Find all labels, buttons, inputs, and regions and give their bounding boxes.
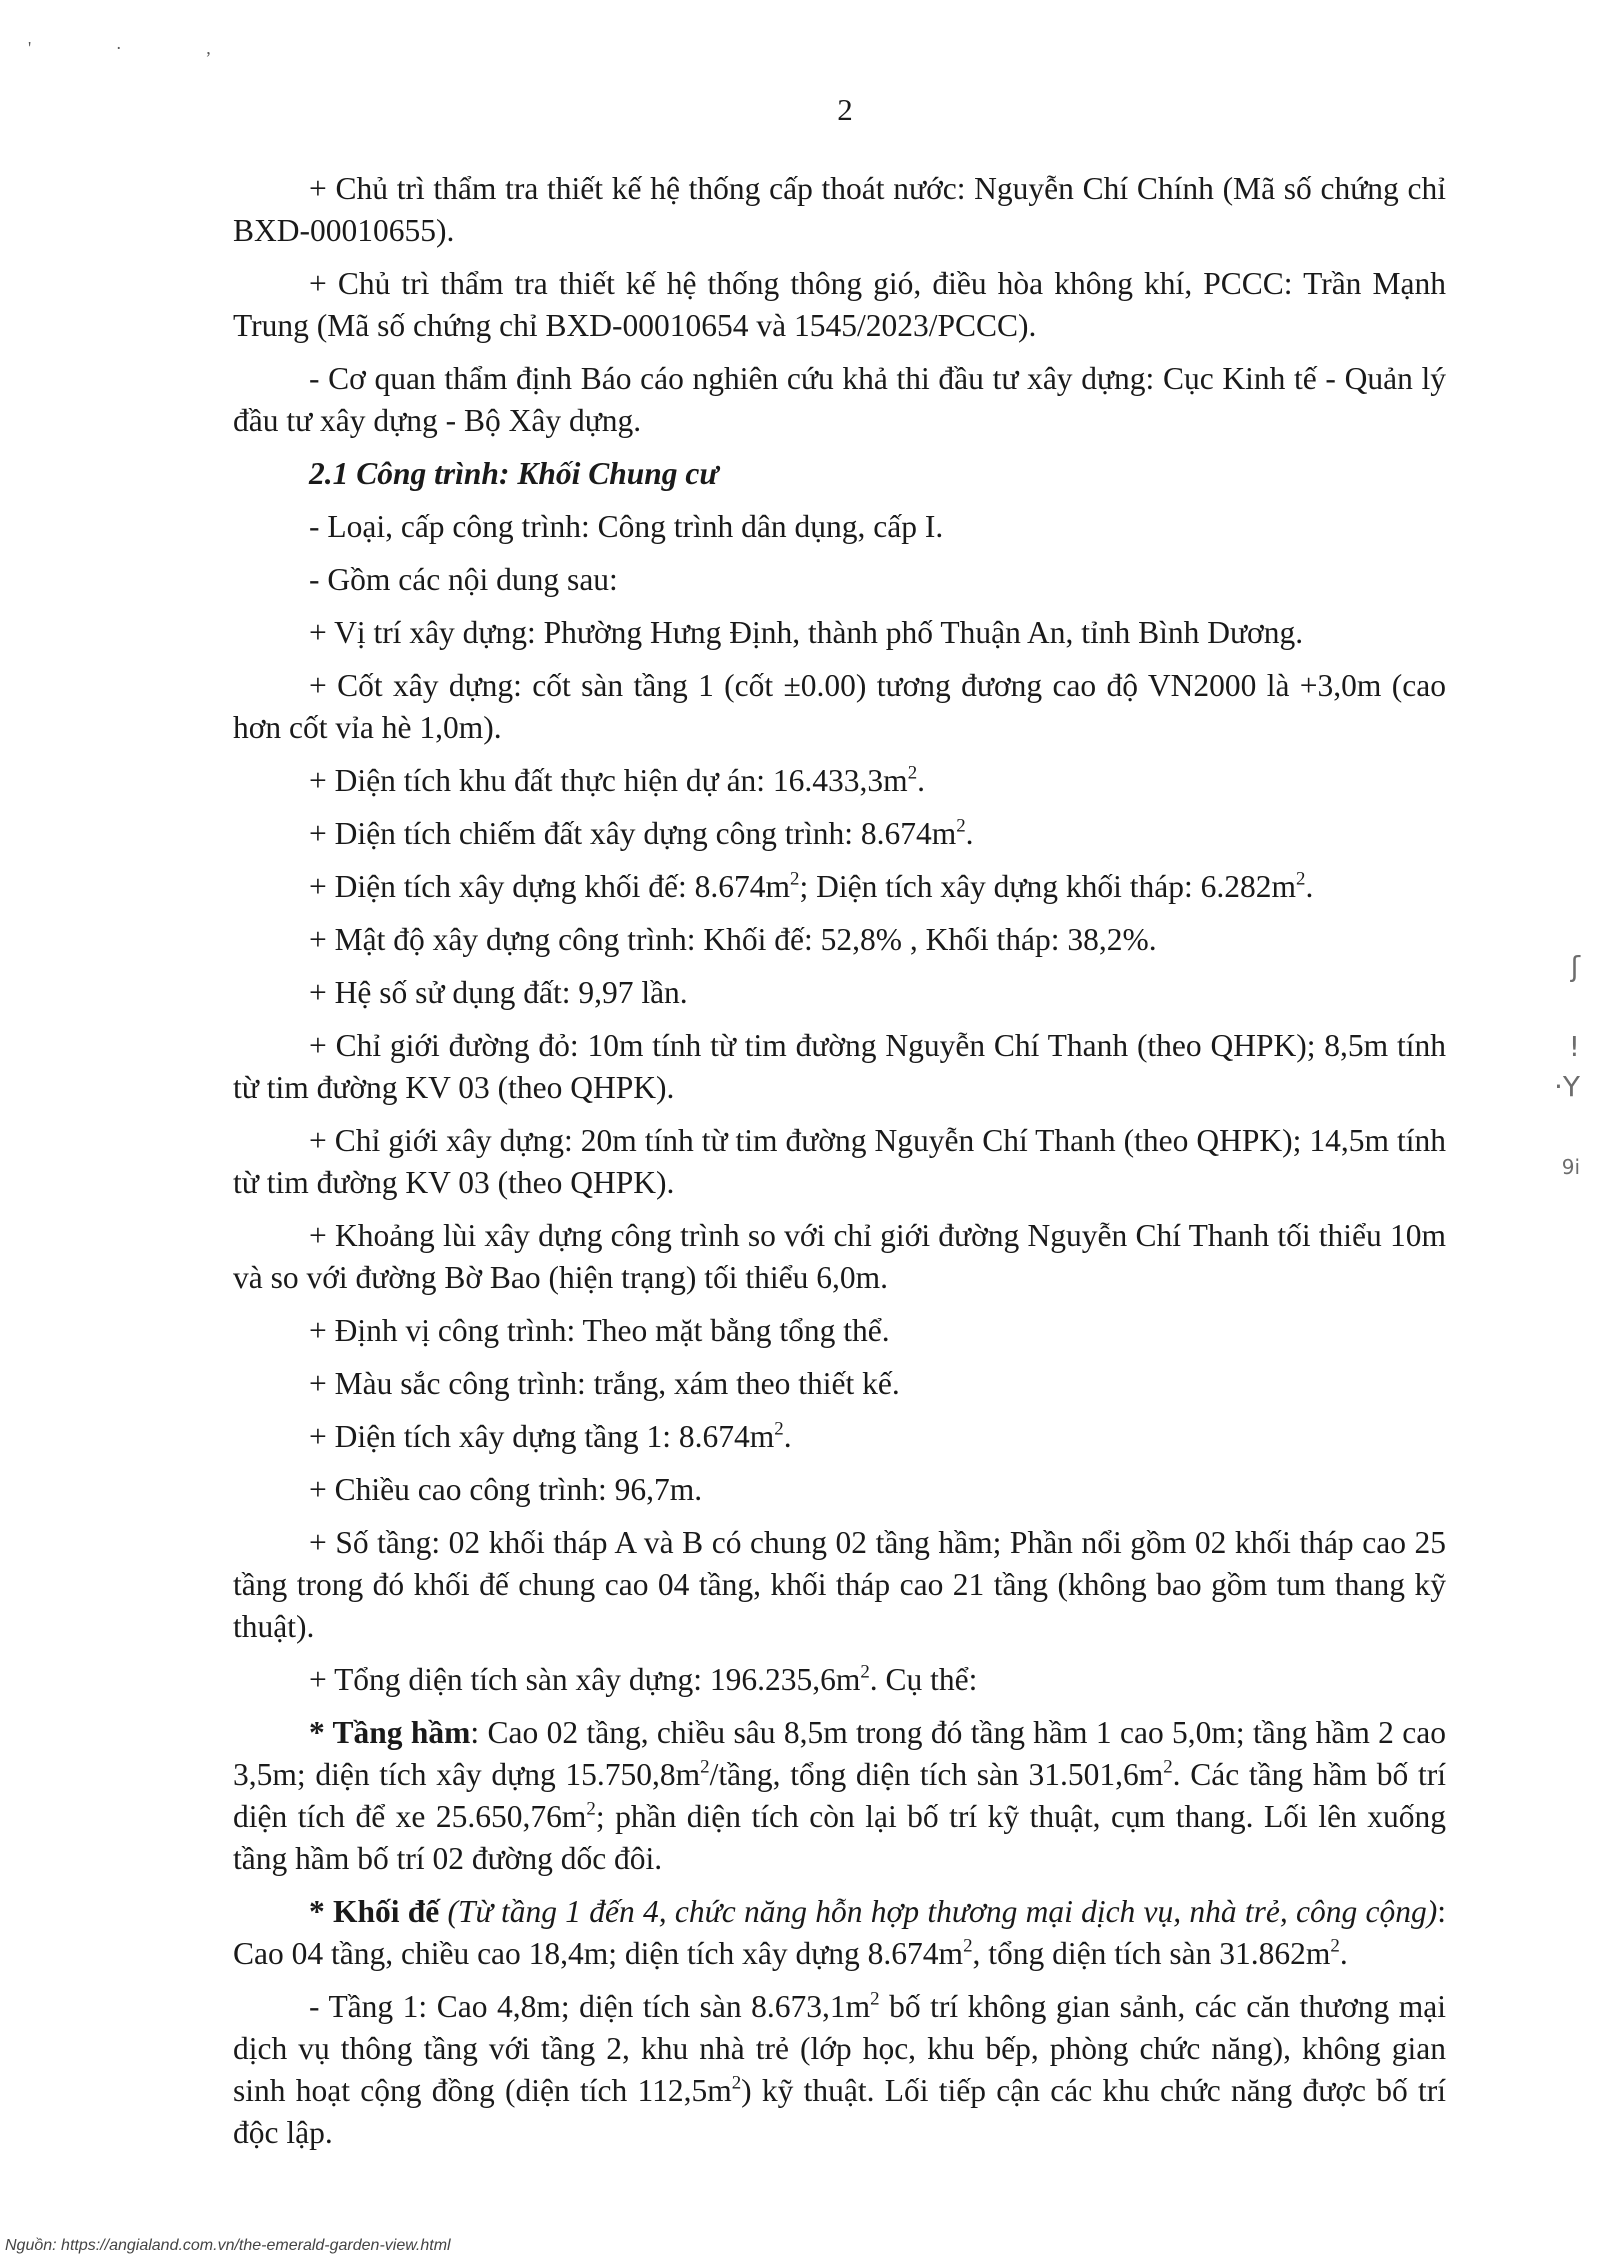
corner-marks: ' · , xyxy=(28,38,251,58)
paragraph: + Diện tích khu đất thực hiện dự án: $16.433,3m^2$. xyxy=(309,762,926,798)
text-segment: ; phần diện tích còn lại bố trí kỹ thuật, cụm thang. Lối lên xuống tầng hầm bố trí 02 đường dốc đôi. xyxy=(233,1799,1446,1876)
text-segment: - Tầng 1: Cao 4,8m; diện tích sàn 8.673,1m xyxy=(309,1989,871,2024)
paragraph: + Định vị công trình: Theo mặt bằng tổng thể. xyxy=(309,1313,890,1348)
paragraph: * Tầng hầm: Cao 02 tầng, chiều sâu 8,5m trong đó tầng hầm 1 cao 5,0m; tầng hầm 2 cao 3,5m; diện tích xây dựng $15.750,8m^2$/tầng, tổng diện tích sàn $31.501,6m^2$. Các tầng hầm bố trí diện tích để xe $25.650,76m^2$; phần diện tích còn lại bố trí kỹ thuật, cụm thang. Lối lên xuống tầng hầm bố trí 02 đường dốc đôi. xyxy=(233,1715,1446,1876)
bold-label: * Tầng hầm xyxy=(309,1715,471,1750)
text-segment: : Cao 02 tầng, chiều sâu 8,5m trong đó tầng hầm 1 cao 5,0m; tầng hầm 2 cao 3,5m; diện tích xây dựng 15.750,8m xyxy=(233,1715,1446,1792)
paragraph: + Mật độ xây dựng công trình: Khối đế: 52,8% , Khối tháp: 38,2%. xyxy=(309,922,1157,957)
source-footer: Nguồn: https://angialand.com.vn/the-emerald-garden-view.html xyxy=(5,2237,451,2254)
paragraph: + Vị trí xây dựng: Phường Hưng Định, thành phố Thuận An, tỉnh Bình Dương. xyxy=(309,615,1304,650)
margin-mark: ! xyxy=(1568,1030,1580,1063)
bold-label: * Khối đế xyxy=(309,1894,440,1929)
paragraph: + Tổng diện tích sàn xây dựng: $196.235,6m^2$. Cụ thể: xyxy=(309,1661,978,1697)
text-segment: . Các tầng hầm bố trí diện tích để xe 25.650,76m xyxy=(233,1757,1446,1834)
paragraph: + Chủ trì thẩm tra thiết kế hệ thống cấp thoát nước: Nguyễn Chí Chính (Mã số chứng chỉ BXD-00010655). xyxy=(233,171,1446,248)
text-segment: + Diện tích khu đất thực hiện dự án: 16.433,3m xyxy=(309,763,908,798)
section-heading: 2.1 Công trình: Khối Chung cư xyxy=(309,456,719,491)
paragraph: + Cốt xây dựng: cốt sàn tầng 1 (cốt ±0.00) tương đương cao độ VN2000 là +3,0m (cao hơn cốt vỉa hè 1,0m). xyxy=(233,668,1446,745)
paragraph: - Gồm các nội dung sau: xyxy=(309,562,618,597)
text-segment: ) kỹ thuật. Lối tiếp cận các khu chức năng được bố trí độc lập. xyxy=(233,2073,1446,2150)
paragraph: - Loại, cấp công trình: Công trình dân dụng, cấp I. xyxy=(309,509,944,544)
text-segment: , tổng diện tích sàn 31.862m xyxy=(972,1936,1331,1971)
text-segment: /tầng, tổng diện tích sàn 31.501,6m xyxy=(709,1757,1164,1792)
paragraph: - Cơ quan thẩm định Báo cáo nghiên cứu khả thi đầu tư xây dựng: Cục Kinh tế - Quản lý đầu tư xây dựng - Bộ Xây dựng. xyxy=(233,361,1446,438)
text-segment: : Cao 04 tầng, chiều cao 18,4m; diện tích xây dựng 8.674m xyxy=(233,1894,1447,1971)
text-segment: bố trí không gian sảnh, các căn thương mại dịch vụ thông tầng với tầng 2, khu nhà trẻ (lớp học, khu bếp, phòng chức năng), không gian sinh hoạt cộng đồng (diện tích 112,5m xyxy=(233,1989,1446,2108)
margin-mark: ·Y xyxy=(1553,1070,1580,1103)
text-segment: + Diện tích xây dựng tầng 1: 8.674m xyxy=(309,1419,775,1454)
margin-mark: 9i xyxy=(1561,1155,1580,1179)
paragraph: + Số tầng: 02 khối tháp A và B có chung 02 tầng hầm; Phần nổi gồm 02 khối tháp cao 25 tầng trong đó khối đế chung cao 04 tầng, khối tháp cao 21 tầng (không bao gồm tum thang kỹ thuật). xyxy=(233,1525,1446,1644)
paragraph: + Diện tích xây dựng khối đế: $8.674m^2$; Diện tích xây dựng khối tháp: $6.282m^2$. xyxy=(309,868,1314,904)
paragraph: + Chỉ giới xây dựng: 20m tính từ tim đường Nguyễn Chí Thanh (theo QHPK); 14,5m tính từ tim đường KV 03 (theo QHPK). xyxy=(233,1123,1446,1200)
document-body xyxy=(233,168,1446,2165)
paragraph: + Khoảng lùi xây dựng công trình so với chỉ giới đường Nguyễn Chí Thanh tối thiểu 10m và so với đường Bờ Bao (hiện trạng) tối thiểu 6,0m. xyxy=(233,1218,1446,1295)
italic-note: (Từ tầng 1 đến 4, chức năng hỗn hợp thương mại dịch vụ, nhà trẻ, công cộng) xyxy=(447,1894,1438,1929)
text-segment: . Cụ thể: xyxy=(869,1662,978,1697)
text-segment: + Tổng diện tích sàn xây dựng: 196.235,6m xyxy=(309,1662,861,1697)
paragraph: + Diện tích chiếm đất xây dựng công trình: $8.674m^2$. xyxy=(309,815,974,851)
text-segment: ; Diện tích xây dựng khối tháp: 6.282m xyxy=(799,869,1296,904)
text-segment: + Diện tích chiếm đất xây dựng công trình: 8.674m xyxy=(309,816,957,851)
text-segment: + Diện tích xây dựng khối đế: 8.674m xyxy=(309,869,791,904)
paragraph: + Màu sắc công trình: trắng, xám theo thiết kế. xyxy=(309,1366,900,1401)
paragraph: + Hệ số sử dụng đất: 9,97 lần. xyxy=(309,975,688,1010)
paragraph: + Chủ trì thẩm tra thiết kế hệ thống thông gió, điều hòa không khí, PCCC: Trần Mạnh Trung (Mã số chứng chỉ BXD-00010654 và 1545/2023/PCCC). xyxy=(233,266,1446,343)
page-number: 2 xyxy=(837,92,853,127)
paragraph: + Chiều cao công trình: 96,7m. xyxy=(309,1472,703,1507)
paragraph: + Chỉ giới đường đỏ: 10m tính từ tim đường Nguyễn Chí Thanh (theo QHPK); 8,5m tính từ tim đường KV 03 (theo QHPK). xyxy=(233,1028,1446,1105)
paragraph: * Khối đế (Từ tầng 1 đến 4, chức năng hỗn hợp thương mại dịch vụ, nhà trẻ, công cộng): Cao 04 tầng, chiều cao 18,4m; diện tích xây dựng $8.674m^2$, tổng diện tích sàn $31.862m^2$. xyxy=(233,1894,1447,1971)
paragraph: - Tầng 1: Cao 4,8m; diện tích sàn $8.673,1m^2$ bố trí không gian sảnh, các căn thương mại dịch vụ thông tầng với tầng 2, khu nhà trẻ (lớp học, khu bếp, phòng chức năng), không gian sinh hoạt cộng đồng (diện tích $112,5m^2$) kỹ thuật. Lối tiếp cận các khu chức năng được bố trí độc lập. xyxy=(233,1988,1446,2150)
margin-mark: ʃ xyxy=(1570,950,1580,983)
paragraph: + Diện tích xây dựng tầng 1: $8.674m^2$. xyxy=(309,1418,792,1454)
